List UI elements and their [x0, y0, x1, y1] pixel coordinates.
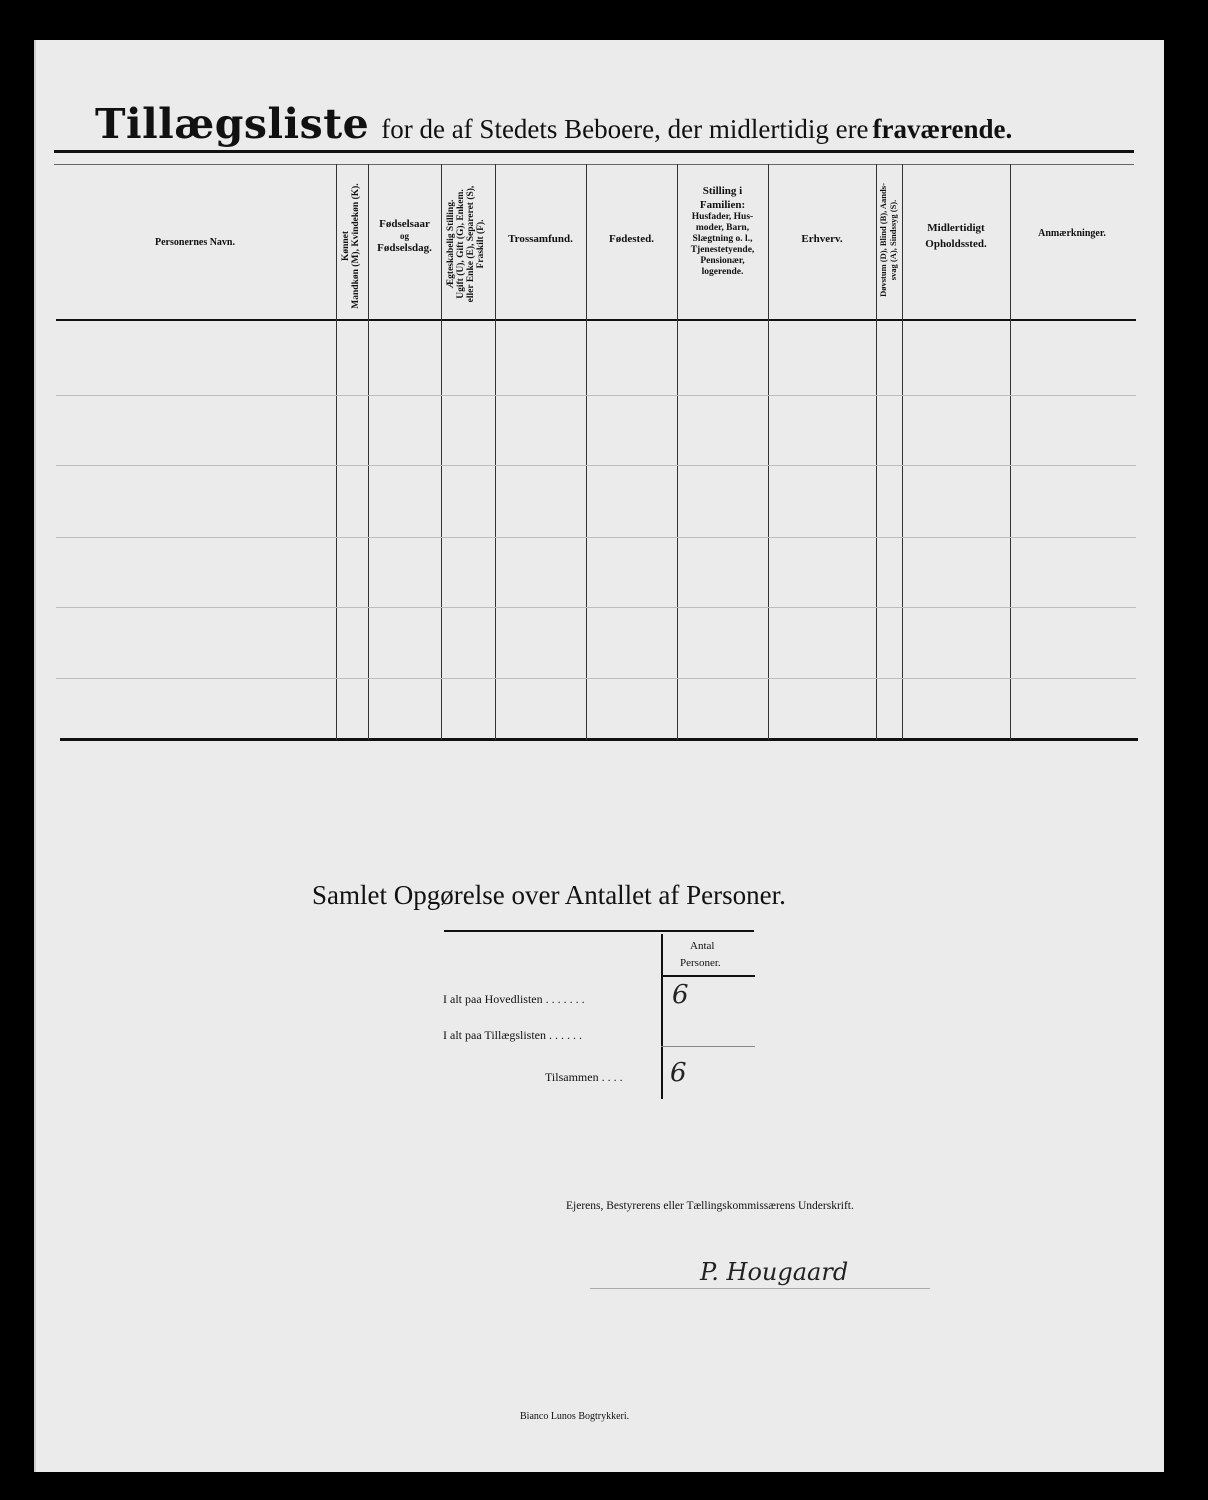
- col-header-kjonnet: [341, 176, 365, 316]
- page-title: [95, 100, 1012, 148]
- printer-imprint: Bianco Lunos Bogtrykkeri.: [520, 1411, 630, 1422]
- col-header-stilling-line8: logerende.: [701, 267, 744, 277]
- col-header-dovstum-line1: Døvstum (D), Blind (B), Aands-: [878, 183, 888, 297]
- col-header-stilling: [677, 184, 768, 278]
- col-header-midlertidigt: [902, 220, 1010, 252]
- col-header-kjonnet-line1: Kønnet: [341, 230, 351, 262]
- table-top-rule: [54, 150, 1134, 153]
- col-header-stilling-line7: Pensionær,: [700, 256, 745, 266]
- col-header-midlertidigt-line1: Midlertidigt: [927, 222, 985, 234]
- title-main: Tillægsliste: [95, 100, 370, 148]
- summary-row-hovedlisten-label: I alt paa Hovedlisten . . . . . . .: [443, 992, 585, 1006]
- column-divider: [336, 164, 337, 740]
- col-header-fodsel-line3: Fødselsdag.: [377, 242, 432, 254]
- table-row: [56, 465, 1136, 466]
- summary-col-header-line2: Personer.: [680, 957, 721, 969]
- col-header-aegteskab-line2: Ugift (U), Gift (G), Enkem.: [456, 189, 466, 299]
- col-header-fodsel-line2: og: [400, 231, 409, 241]
- summary-col-header-line1: Antal: [690, 940, 715, 952]
- col-header-trossamfund: Trossamfund.: [508, 233, 573, 245]
- signature-handwriting: P. Hougaard: [700, 1258, 849, 1286]
- title-subtitle: for de af Stedets Beboere, der midlertidig ere: [381, 114, 869, 144]
- column-divider: [586, 164, 587, 740]
- signature-line: [590, 1288, 930, 1289]
- table-header-rule: [56, 319, 1136, 321]
- summary-subtotal-rule: [661, 1046, 755, 1047]
- summary-row-hovedlisten-value: 6: [672, 980, 689, 1010]
- col-header-stilling-line2: Familien:: [699, 199, 746, 211]
- table-row: [56, 395, 1136, 396]
- col-header-aegteskab-line4: Fraskilt (F).: [476, 219, 486, 269]
- table-top-rule-thin: [54, 164, 1134, 165]
- table-row: [56, 678, 1136, 679]
- summary-row-tilsammen-value: 6: [670, 1058, 687, 1088]
- summary-title: Samlet Opgørelse over Antallet af Personer.: [312, 880, 786, 910]
- summary-column-divider: [661, 934, 663, 1099]
- col-header-midlertidigt-line2: Opholdssted.: [925, 238, 987, 250]
- col-header-fodsel: [368, 218, 441, 254]
- column-divider: [876, 164, 877, 740]
- col-header-fodested: Fødested.: [609, 233, 654, 245]
- title-emphasis: fraværende.: [872, 114, 1013, 144]
- table-row: [56, 537, 1136, 538]
- col-header-stilling-line5: Slægtning o. l.,: [692, 234, 753, 244]
- summary-header-rule: [661, 975, 755, 977]
- col-header-erhverv: Erhverv.: [801, 233, 843, 245]
- summary-row-tilsammen-label: Tilsammen . . . .: [545, 1070, 623, 1084]
- col-header-stilling-line4: moder, Barn,: [695, 223, 750, 233]
- column-divider: [495, 164, 496, 740]
- column-divider: [768, 164, 769, 740]
- summary-row-tillaegslisten-label: I alt paa Tillægslisten . . . . . .: [443, 1028, 583, 1042]
- col-header-anmaerkninger: Anmærkninger.: [1038, 228, 1106, 239]
- summary-top-rule: [444, 930, 754, 932]
- col-header-aegteskab-line1: Ægteskabelig Stilling.: [446, 199, 456, 289]
- col-header-dovstum: [878, 170, 900, 310]
- col-header-aegteskab: [446, 174, 490, 314]
- table-bottom-rule: [60, 738, 1138, 741]
- col-header-dovstum-line2: svag (A), Sindssyg (S).: [888, 199, 898, 281]
- census-form-page: [34, 40, 1164, 1472]
- column-divider: [441, 164, 442, 740]
- col-header-navn: Personernes Navn.: [155, 237, 235, 248]
- column-divider: [1010, 164, 1011, 740]
- col-header-fodsel-line1: Fødselsaar: [379, 218, 430, 230]
- col-header-stilling-line3: Husfader, Hus-: [691, 212, 754, 222]
- col-header-stilling-line1: Stilling i: [702, 185, 743, 197]
- table-row: [56, 607, 1136, 608]
- col-header-stilling-line6: Tjenestetyende,: [690, 245, 755, 255]
- col-header-kjonnet-line2: Mandkøn (M), Kvindekøn (K).: [351, 183, 361, 309]
- col-header-aegteskab-line3: eller Enke (E), Separeret (S),: [466, 185, 476, 303]
- signature-label: Ejerens, Bestyrerens eller Tællingskommissærens Underskrift.: [566, 1200, 854, 1212]
